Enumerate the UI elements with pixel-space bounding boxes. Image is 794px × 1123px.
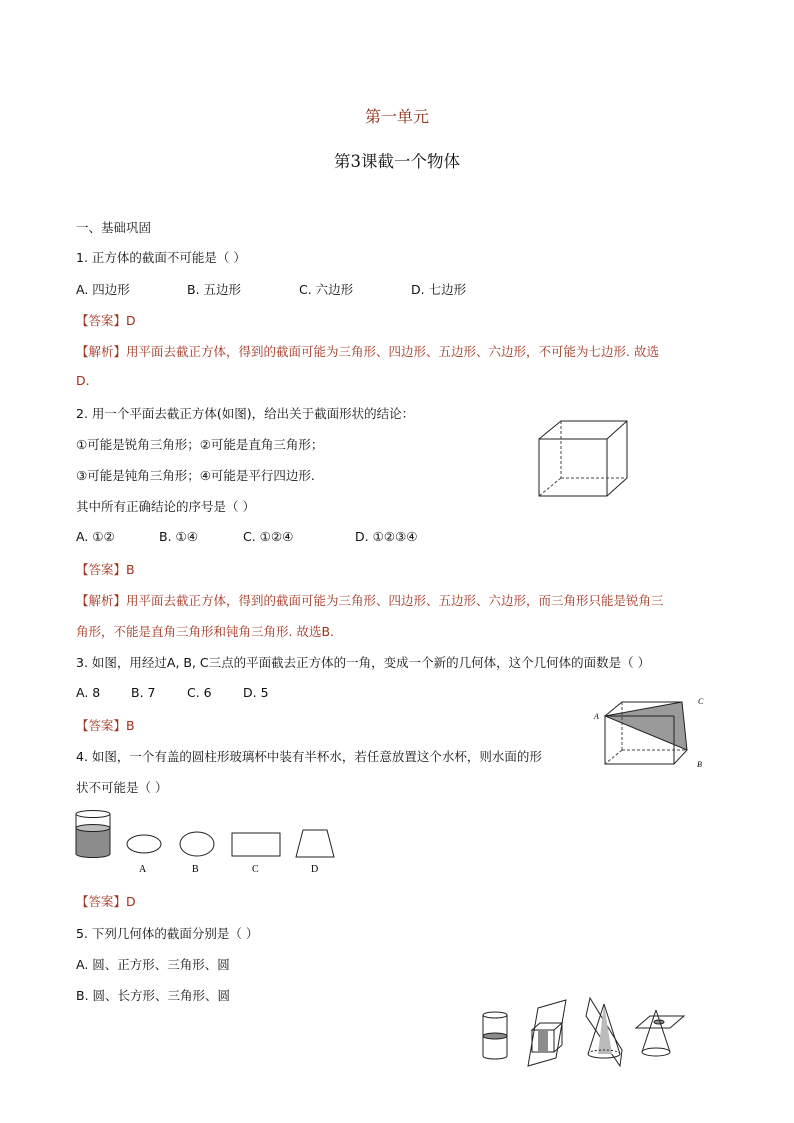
q4-figure (72, 808, 342, 880)
q1-analysis-line1: 【解析】用平面去截正方体，得到的截面可能为三角形、四边形、五边形、六边形，不可能为七边形. 故选 (76, 344, 659, 359)
q4-label-b: B (192, 864, 199, 875)
q4-cup-icon (76, 811, 110, 858)
q3-label-a: A (594, 712, 599, 721)
q4-label-c: C (252, 864, 259, 875)
q5-figure (474, 996, 700, 1074)
q5-cylinder-icon (483, 1012, 507, 1059)
q2-analysis-line2: 角形，不能是直角三角形和钝角三角形. 故选B. (76, 624, 334, 639)
q1-option-c: C. 六边形 (299, 282, 354, 297)
q2-option-d: D. ①②③④ (355, 529, 418, 544)
q5-cone-horizontal-icon (636, 1010, 684, 1056)
q3-label-c: C (698, 697, 704, 706)
q2-option-b: B. ①④ (159, 529, 198, 544)
q3-answer: 【答案】B (76, 718, 135, 733)
q3-option-d: D. 5 (243, 685, 269, 700)
q4-stem-line2: 状不可能是（ ） (76, 780, 168, 795)
q2-stem: 2. 用一个平面去截正方体(如图)，给出关于截面形状的结论： (76, 406, 415, 421)
q4-label-a: A (139, 864, 147, 875)
q2-option-c: C. ①②④ (243, 529, 294, 544)
q2-analysis-line1: 【解析】用平面去截正方体，得到的截面可能为三角形、四边形、五边形、六边形，而三角形只能是锐角三 (76, 593, 664, 608)
q5-option-a: A. 圆、正方形、三角形、圆 (76, 957, 230, 972)
q2-line4: 其中所有正确结论的序号是（ ） (76, 499, 255, 514)
q2-cube-figure (535, 418, 631, 500)
q2-line3: ③可能是钝角三角形；④可能是平行四边形. (76, 468, 315, 483)
q5-cube-icon (528, 1000, 566, 1066)
q5-option-b: B. 圆、长方形、三角形、圆 (76, 988, 231, 1003)
q4-shape-a (127, 835, 161, 853)
q3-stem: 3. 如图，用经过A, B, C三点的平面截去正方体的一角，变成一个新的几何体，这个几何体的面数是（ ） (76, 655, 651, 670)
q2-option-a: A. ①② (76, 529, 115, 544)
q5-stem: 5. 下列几何体的截面分别是（ ） (76, 926, 259, 941)
q3-option-c: C. 6 (187, 685, 212, 700)
q1-answer: 【答案】D (76, 313, 136, 328)
q4-answer: 【答案】D (76, 894, 136, 909)
q1-stem: 1. 正方体的截面不可能是（ ） (76, 250, 246, 265)
q2-line2: ①可能是锐角三角形；②可能是直角三角形； (76, 437, 324, 452)
q3-label-b: B (697, 760, 702, 768)
q3-option-b: B. 7 (131, 685, 156, 700)
q4-shape-b (180, 832, 214, 856)
q2-answer: 【答案】B (76, 562, 135, 577)
q3-cut-cube-figure (592, 696, 710, 768)
section-heading: 一、基础巩固 (76, 220, 152, 235)
q1-analysis-line2: D. (76, 373, 90, 388)
q1-option-b: B. 五边形 (187, 282, 242, 297)
q4-label-d: D (311, 864, 319, 875)
q1-option-a: A. 四边形 (76, 282, 130, 297)
q4-shape-d (296, 830, 334, 857)
q5-cone-plane-icon (586, 998, 622, 1066)
unit-title: 第一单元 (364, 107, 429, 126)
q4-stem-line1: 4. 如图，一个有盖的圆柱形玻璃杯中装有半杯水，若任意放置这个水杯，则水面的形 (76, 749, 542, 764)
lesson-title: 第3课截一个物体 (334, 152, 460, 171)
q4-shape-c (232, 833, 280, 856)
q3-option-a: A. 8 (76, 685, 101, 700)
q1-option-d: D. 七边形 (411, 282, 467, 297)
